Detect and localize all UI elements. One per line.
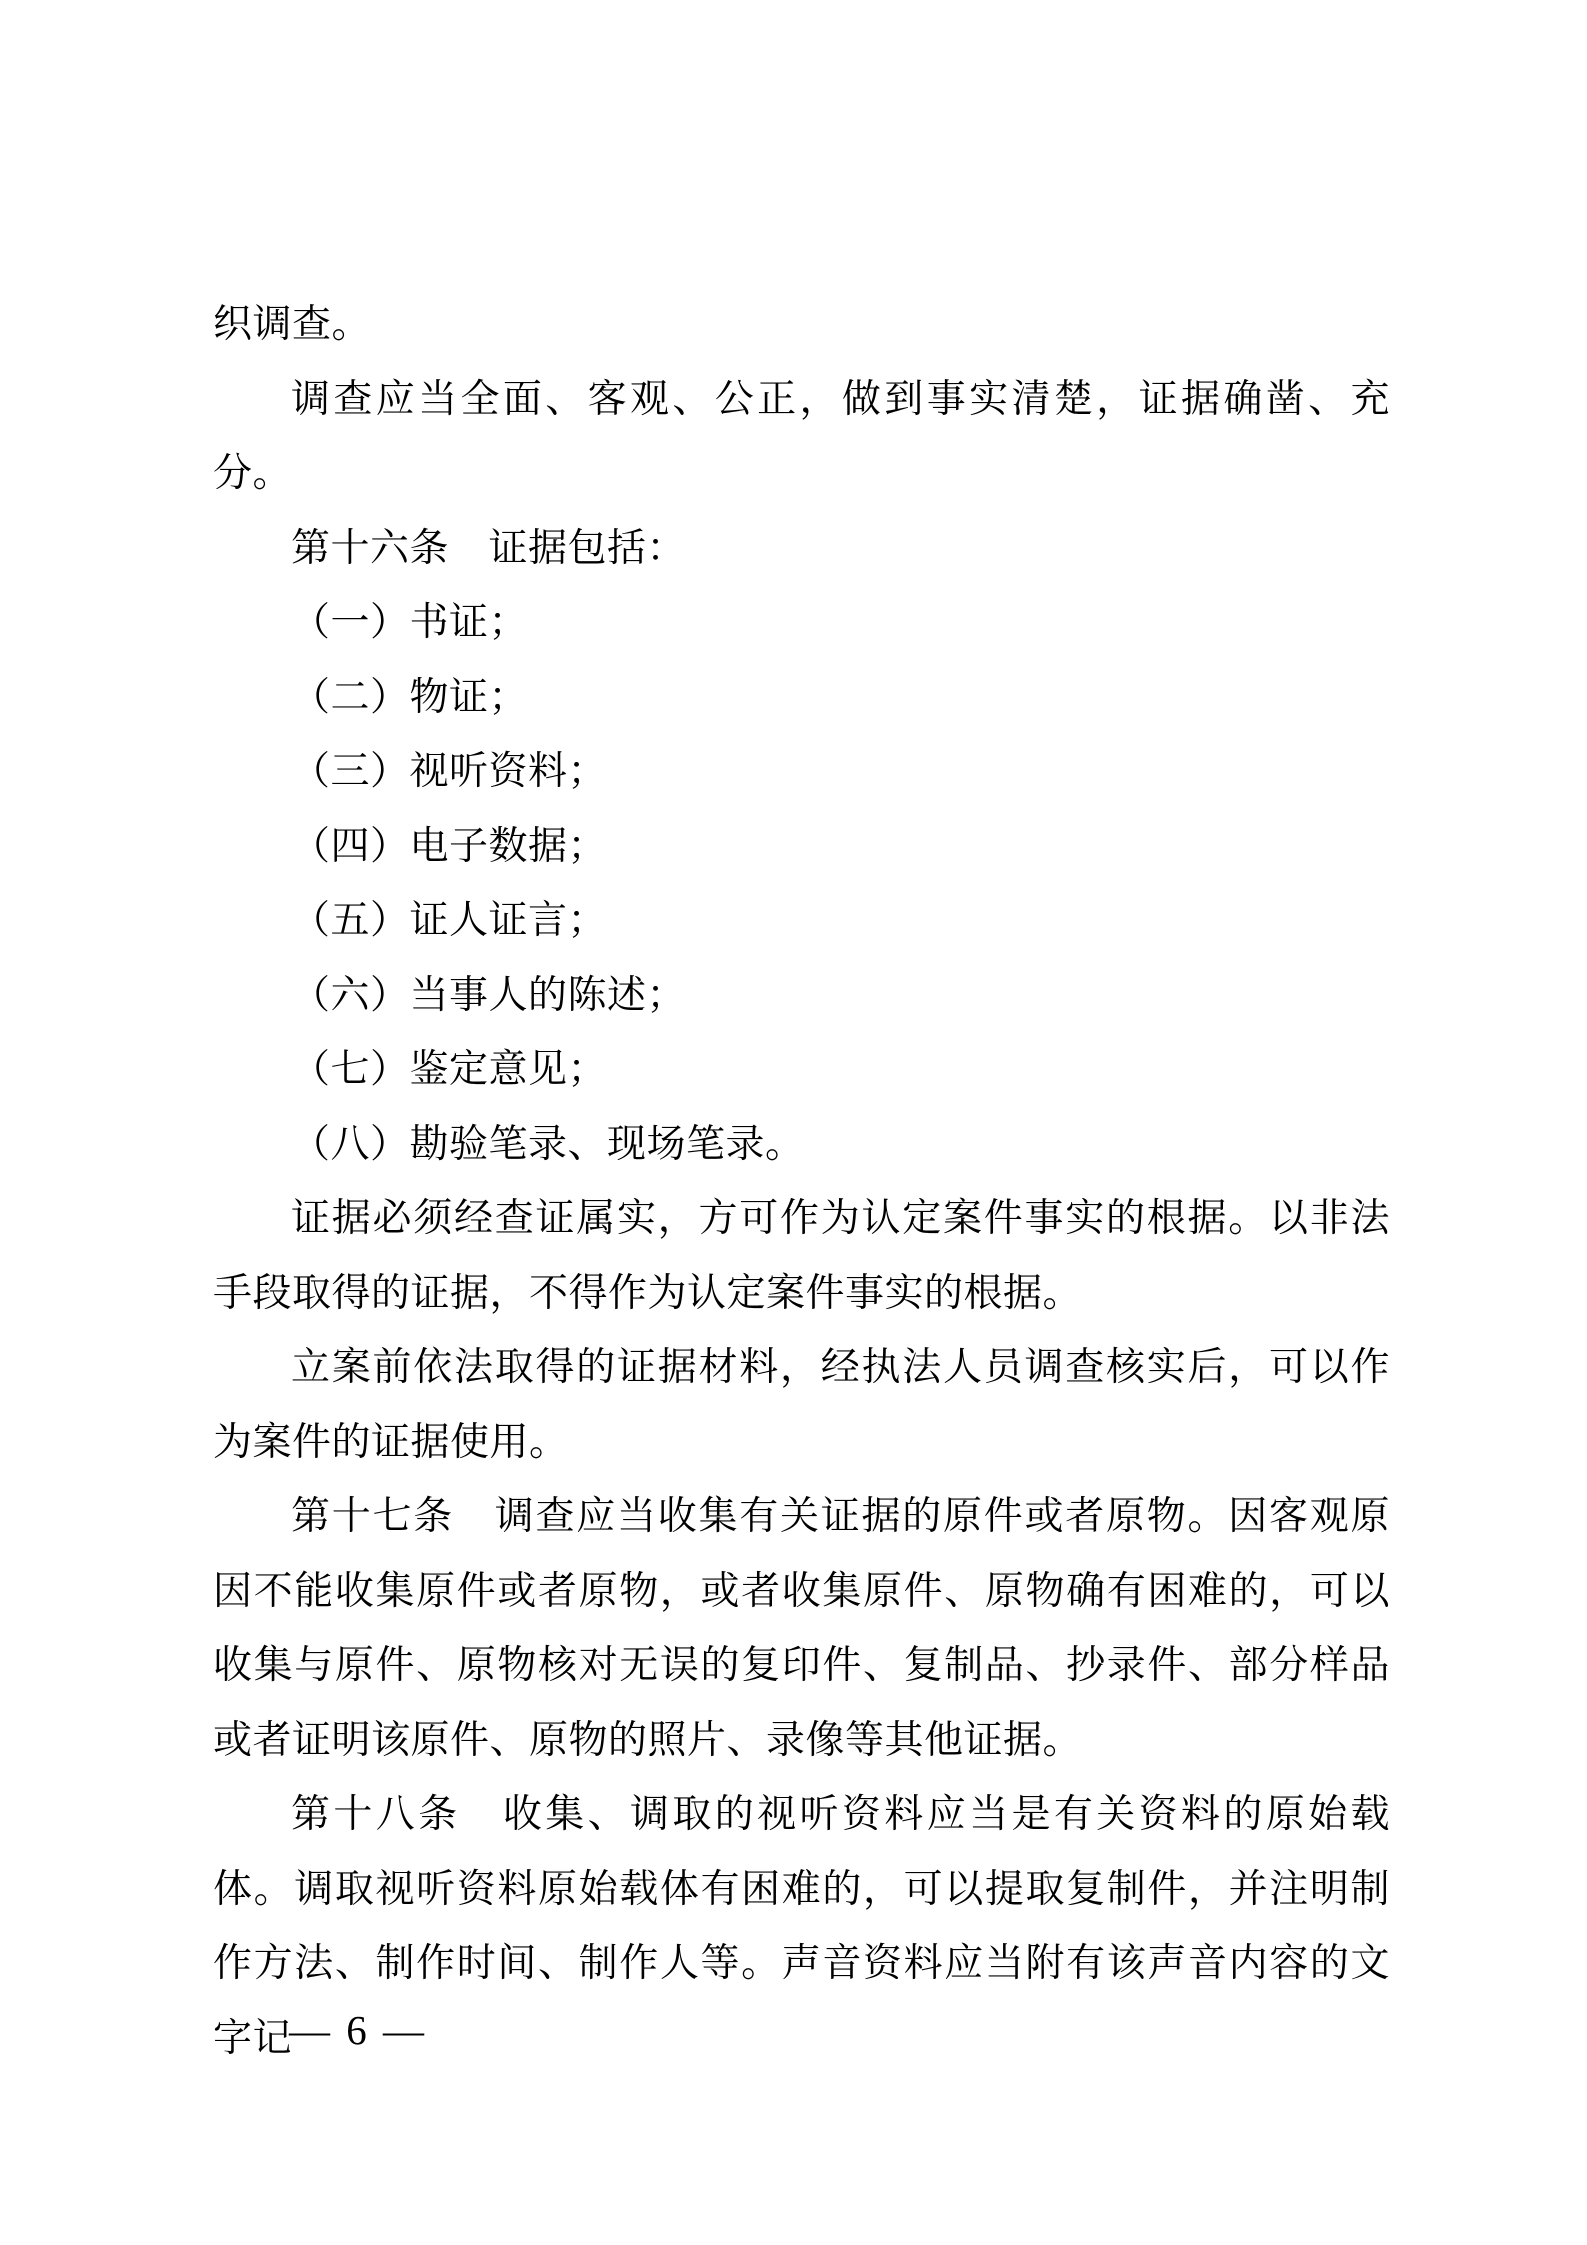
evidence-verification-paragraph: 证据必须经查证属实，方可作为认定案件事实的根据。以非法手段取得的证据，不得作为认定案件事实的根据。 — [213, 1197, 1390, 1315]
article-16-heading: 第十六条 证据包括： — [291, 526, 687, 570]
document-body — [213, 288, 1390, 2076]
pre-filing-evidence-paragraph: 立案前依法取得的证据材料，经执法人员调查核实后，可以作为案件的证据使用。 — [213, 1346, 1390, 1464]
article-18-paragraph: 第十八条 收集、调取的视听资料应当是有关资料的原始载体。调取视听资料原始载体有困难的，可以提取复制件，并注明制作方法、制作时间、制作人等。声音资料应当附有该声音内容的文字记 — [213, 1793, 1390, 2060]
evidence-list-item-5: （五）证人证言； — [291, 899, 608, 942]
evidence-list-item-8: （八）勘验笔录、现场笔录。 — [291, 1122, 805, 1166]
evidence-list-item-2: （二）物证； — [291, 675, 529, 719]
investigation-principle-paragraph: 调查应当全面、客观、公正，做到事实清楚，证据确凿、充分。 — [213, 377, 1390, 495]
evidence-list-item-6: （六）当事人的陈述； — [291, 973, 687, 1017]
article-17-paragraph: 第十七条 调查应当收集有关证据的原件或者原物。因客观原因不能收集原件或者原物，或者收集原件、原物确有困难的，可以收集与原件、原物核对无误的复印件、复制品、抄录件、部分样品或者证明该原件、原物的照片、录像等其他证据。 — [213, 1495, 1390, 1762]
evidence-list-item-7: （七）鉴定意见； — [291, 1048, 608, 1091]
page-footer — [0, 2006, 1587, 2066]
page-number: — 6 — — [289, 2007, 427, 2053]
evidence-list-item-1: （一）书证； — [291, 601, 529, 644]
evidence-list-item-4: （四）电子数据； — [291, 824, 608, 868]
continuation-text: 织调查。 — [213, 303, 372, 346]
evidence-list-item-3: （三）视听资料； — [291, 750, 608, 793]
